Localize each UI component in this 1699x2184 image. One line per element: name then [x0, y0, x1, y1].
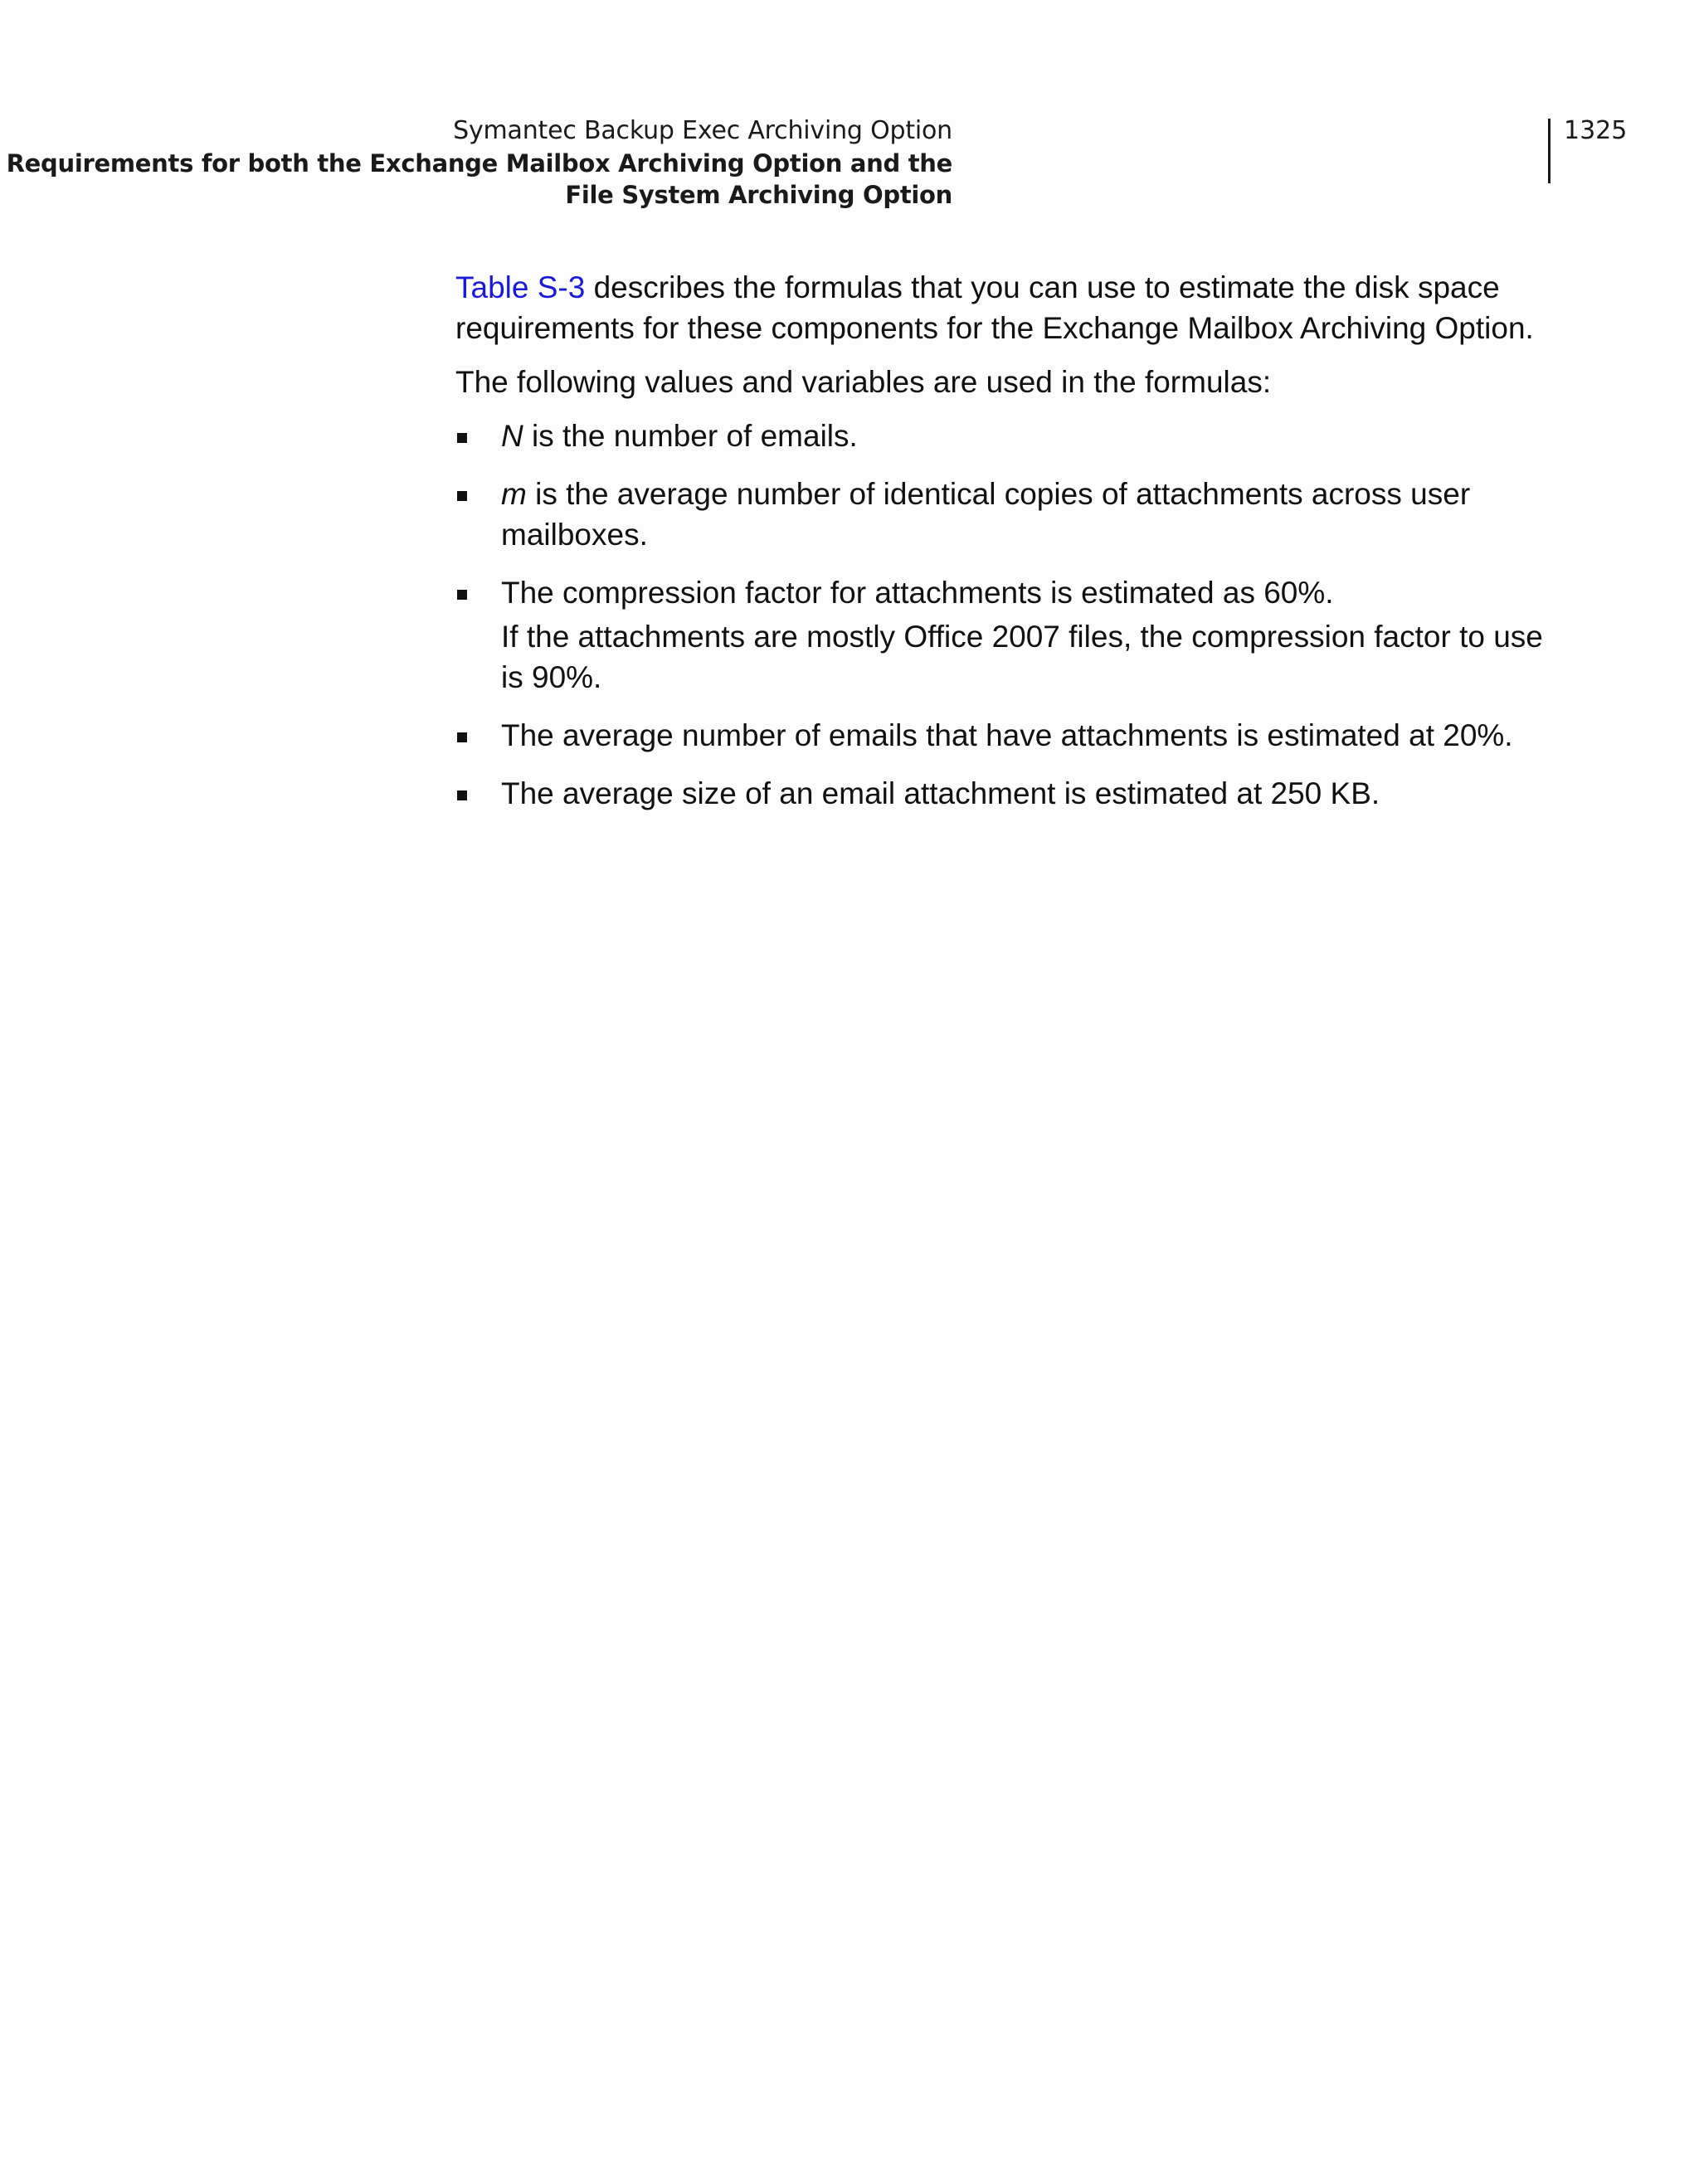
table-reference-link[interactable]: Table S-3	[455, 270, 586, 304]
page-body	[455, 267, 1567, 831]
variable-name: N	[501, 419, 523, 453]
list-item	[455, 715, 1567, 756]
list-item	[455, 572, 1567, 698]
header-subtitle: Requirements for both the Exchange Mailbox Archiving Option and the File System Archiving Option	[6, 149, 952, 209]
list-item	[455, 416, 1567, 456]
header-divider	[1548, 119, 1551, 183]
bullet-square-icon	[457, 790, 467, 800]
list-item	[455, 773, 1567, 814]
list-item-text: The compression factor for attachments is estimated as 60%.	[501, 576, 1334, 610]
bullet-square-icon	[457, 590, 467, 600]
intro-paragraph	[455, 267, 1567, 348]
header-title: Symantec Backup Exec Archiving Option	[453, 116, 952, 145]
page-number: 1325	[1564, 116, 1628, 145]
running-header	[0, 114, 952, 211]
list-item	[455, 474, 1567, 555]
list-item-text: The average size of an email attachment is estimated at 250 KB.	[501, 776, 1380, 810]
values-intro: The following values and variables are used in the formulas:	[455, 365, 1272, 399]
variable-name: m	[501, 477, 527, 511]
list-item-subtext: If the attachments are mostly Office 2007 files, the compression factor to use is 90%.	[501, 620, 1543, 694]
bullet-square-icon	[457, 491, 467, 501]
bullet-square-icon	[457, 732, 467, 742]
list-item-text: The average number of emails that have attachments is estimated at 20%.	[501, 718, 1513, 752]
intro-text: describes the formulas that you can use to estimate the disk space requirements for these components for the Exchange Mailbox Archiving Option.	[455, 270, 1534, 345]
bullet-square-icon	[457, 433, 467, 443]
list-item-text: is the average number of identical copies of attachments across user mailboxes.	[501, 477, 1471, 552]
variables-list	[455, 416, 1567, 814]
list-item-text: is the number of emails.	[523, 419, 858, 453]
